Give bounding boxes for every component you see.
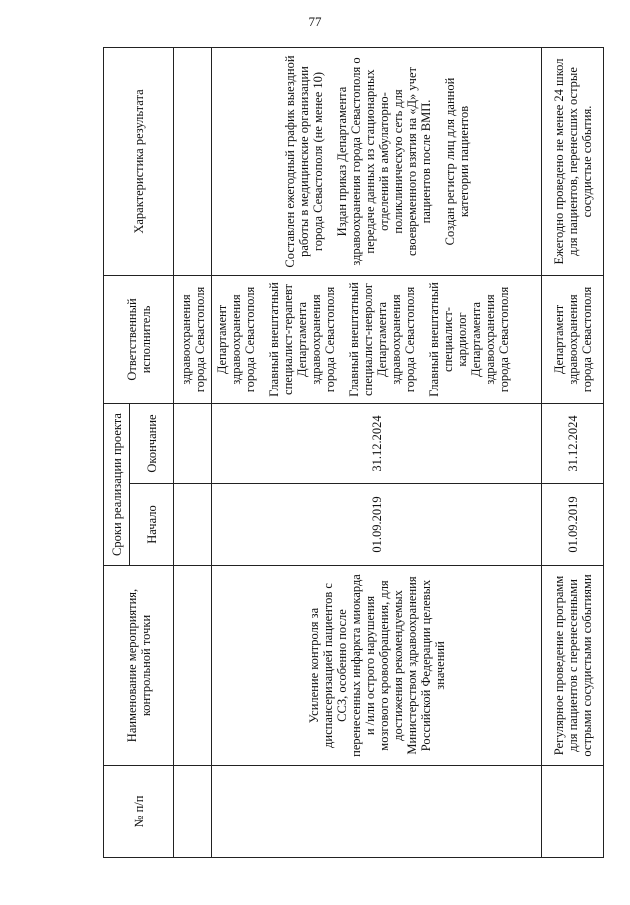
header-name: Наименование мероприятия, контрольной точки	[104, 566, 174, 766]
cell-start: 01.09.2019	[542, 484, 604, 566]
responsible-line: Департамент здравоохранения города Севастополя	[215, 286, 257, 393]
cell-num	[542, 766, 604, 858]
table-row	[542, 48, 604, 858]
header-end: Окончание	[130, 404, 174, 484]
cell-responsible	[212, 276, 542, 404]
responsible-line: Главный внештатный специалист-невролог Департамента здравоохранения города Севастополя	[347, 282, 417, 397]
header-start: Начало	[130, 484, 174, 566]
cell-name: Усиление контроля за диспансеризацией пациентов с ССЗ, особенно после перенесенных инфаркта миокарда и /или острого нарушения мозгового кровообращения, для достижения рекомендуемых Министерством здравоохранения Российской Федерации целевых значений	[212, 566, 542, 766]
header-result: Характеристика результата	[104, 48, 174, 276]
cell-result	[212, 48, 542, 276]
cell-result	[174, 48, 212, 276]
header-num: № п/п	[104, 766, 174, 858]
header-timing: Сроки реализации проекта	[104, 404, 130, 566]
responsible-line: Главный внештатный специалист-кардиолог Департамента здравоохранения города Севастополя	[427, 282, 511, 397]
cell-num	[174, 766, 212, 858]
cell-start	[174, 484, 212, 566]
table-row	[212, 48, 542, 858]
cell-responsible: здравоохранения города Севастополя	[174, 276, 212, 404]
cell-name: Регулярное проведение программ для пациентов с перенесенными острыми сосудистыми событиями	[542, 566, 604, 766]
table-row	[174, 48, 212, 858]
cell-end	[174, 404, 212, 484]
page-number: 77	[308, 14, 322, 29]
header-responsible: Ответственный исполнитель	[104, 276, 174, 404]
result-line: Издан приказ Департамента здравоохранения города Севастополя о передаче данных из стационарных отделений в амбулаторно-поликлиническую сеть для своевременного взятия на «Д» учет пациентов после ВМП.	[334, 57, 433, 266]
result-line: Составлен ежегодный график выездной работы в медицинские организации города Севастополя (не менее 10)	[282, 55, 325, 268]
responsible-line: Главный внештатный специалист-терапевт Департамента здравоохранения города Севастополя	[267, 282, 337, 397]
result-line: Создан регистр лиц для данной категории пациентов	[442, 77, 471, 246]
cell-name	[174, 566, 212, 766]
cell-responsible: Департамент здравоохранения города Севастополя	[542, 276, 604, 404]
measures-table	[103, 47, 604, 858]
cell-end: 31.12.2024	[542, 404, 604, 484]
cell-result: Ежегодно проведено не менее 24 школ для пациентов, перенесших острые сосудистые события.	[542, 48, 604, 276]
cell-end: 31.12.2024	[212, 404, 542, 484]
cell-num	[212, 766, 542, 858]
cell-start: 01.09.2019	[212, 484, 542, 566]
